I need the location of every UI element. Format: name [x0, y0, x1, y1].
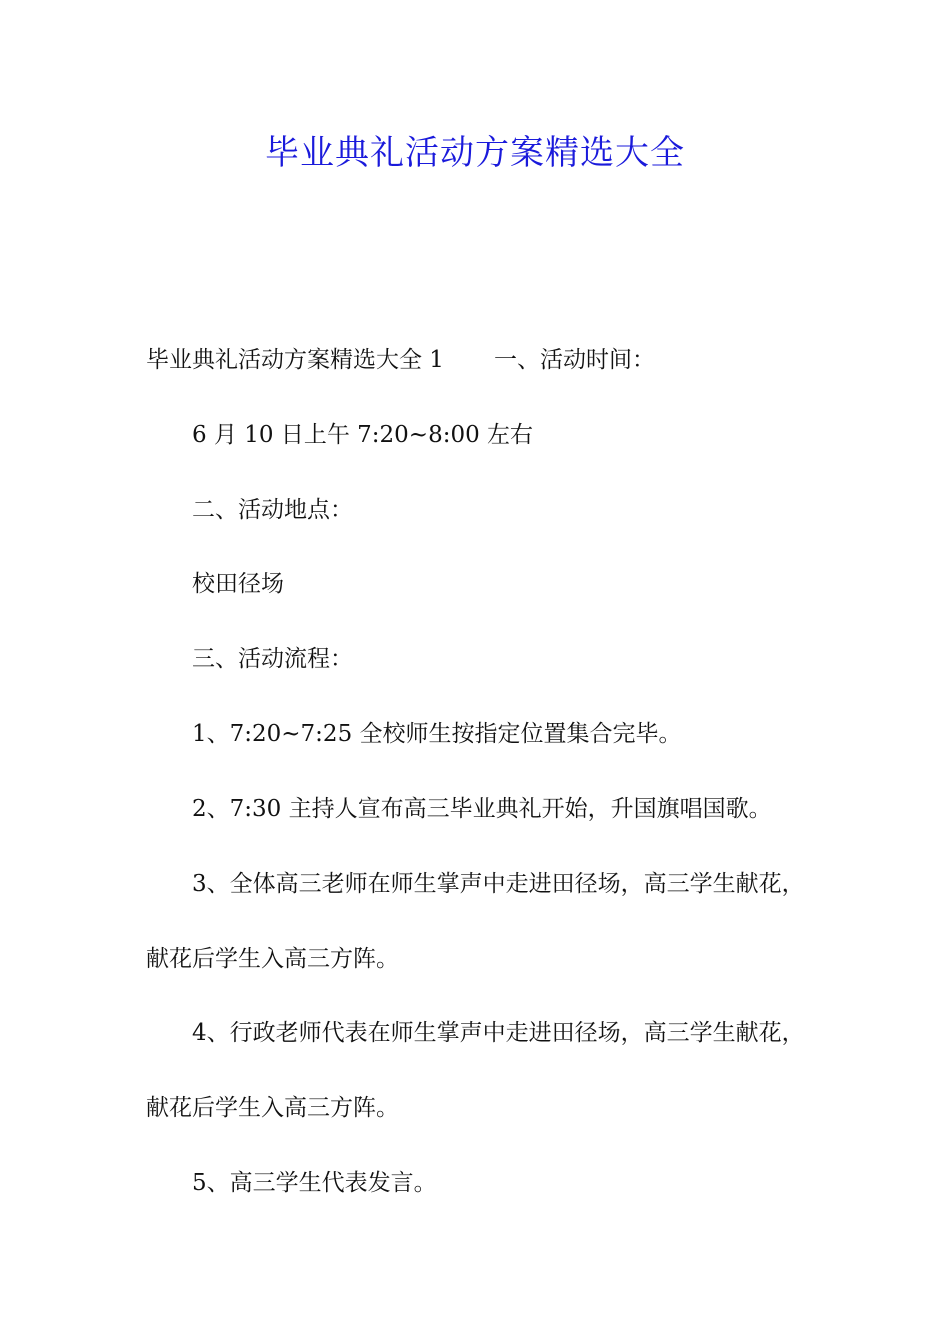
activity-time-value: 6 月 10 日上午 7:20~8:00 左右 — [192, 422, 534, 448]
section-heading-process: 三、活动流程： — [192, 646, 353, 672]
process-step-3: 3、全体高三老师在师生掌声中走进田径场，高三学生献花， — [192, 871, 805, 897]
process-step-4: 4、行政老师代表在师生掌声中走进田径场，高三学生献花， — [192, 1020, 805, 1046]
process-step-1: 1、7:20~7:25 全校师生按指定位置集合完毕。 — [192, 721, 682, 747]
process-step-5: 5、高三学生代表发言。 — [192, 1170, 437, 1196]
process-step-3-continued: 献花后学生入高三方阵。 — [146, 946, 399, 972]
document-title: 毕业典礼活动方案精选大全 — [265, 133, 685, 173]
intro-line — [146, 344, 655, 376]
section-heading-time: 一、活动时间： — [493, 347, 655, 373]
process-step-2: 2、7:30 主持人宣布高三毕业典礼开始，升国旗唱国歌。 — [192, 796, 772, 822]
document-subtitle: 毕业典礼活动方案精选大全 1 — [146, 347, 444, 373]
process-step-4-continued: 献花后学生入高三方阵。 — [146, 1095, 399, 1121]
section-heading-location: 二、活动地点： — [192, 497, 353, 523]
activity-location-value: 校田径场 — [192, 571, 284, 597]
